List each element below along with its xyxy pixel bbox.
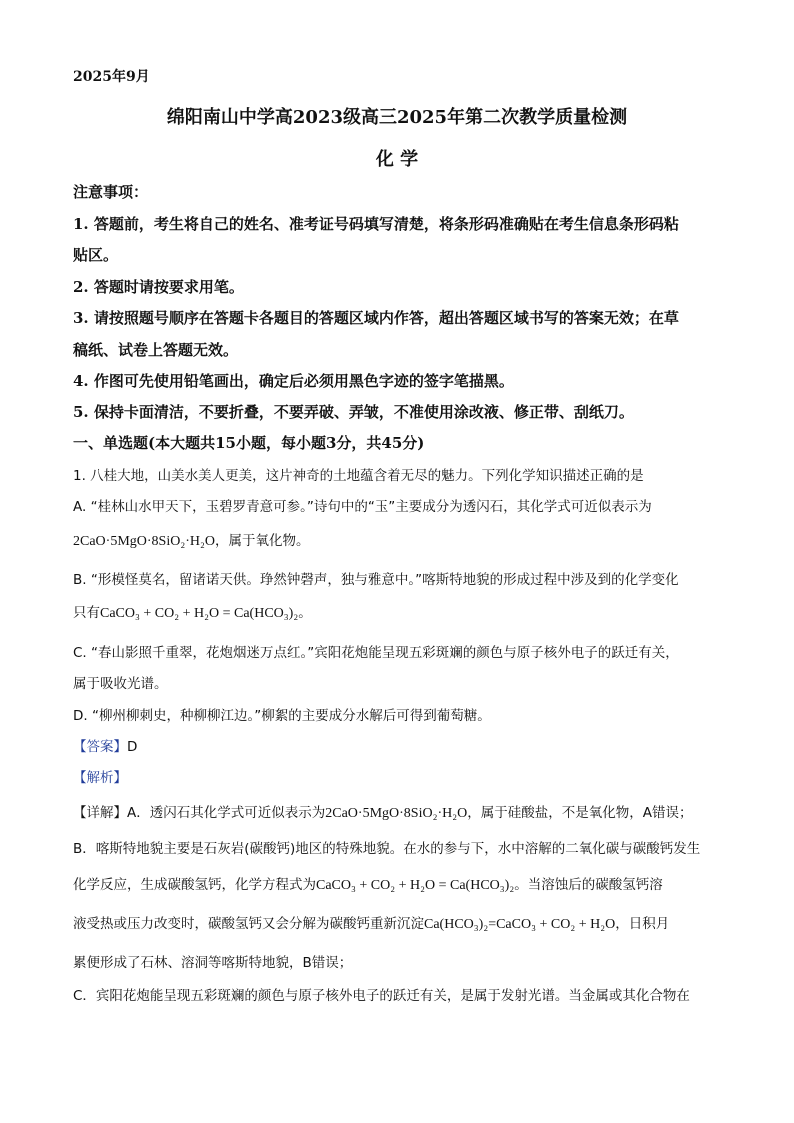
notice-item-1: 1. 答题前，考生将自己的姓名、准考证号码填写清楚，将条形码准确贴在考生信息条形码粘 [73, 215, 679, 233]
analysis-line-3: 化学反应，生成碳酸氢钙，化学方程式为CaCO₃ + CO₂ + H₂O = Ca(HCO₃)₂。当溶蚀后的碳酸氢钙溶 [73, 877, 663, 893]
notice-item-1-cont: 贴区。 [73, 246, 119, 264]
notice-heading: 注意事项： [73, 183, 149, 201]
analysis-label: 【解析】 [73, 770, 127, 786]
answer-value: D [127, 739, 138, 755]
subject-title: 化 学 [375, 149, 419, 170]
analysis-line-2: B．喀斯特地貌主要是石灰岩(碳酸钙)地区的特殊地貌。在水的参与下，水中溶解的二氧化碳与碳酸钙发生 [73, 841, 701, 857]
option-b-line2: 只有CaCO₃ + CO₂ + H₂O = Ca(HCO₃)₂。 [73, 605, 312, 621]
option-c-line1: C. “春山影照千重翠，花炮烟迷万点红。”宾阳花炮能呈现五彩斑斓的颜色与原子核外电子的跃迁有关， [73, 645, 679, 661]
option-c-line2: 属于吸收光谱。 [73, 676, 168, 692]
option-a-line1: A. “桂林山水甲天下，玉碧罗青意可参。”诗句中的“玉”主要成分为透闪石，其化学式可近似表示为 [73, 499, 652, 515]
formula-tremolite: 2CaO·5MgO·8SiO₂·H₂O [73, 534, 215, 549]
notice-item-4: 4. 作图可先使用铅笔画出，确定后必须用黑色字迹的签字笔描黑。 [73, 372, 514, 390]
answer-line [73, 735, 137, 755]
formula-calcium-bicarbonate: CaCO₃ + CO₂ + H₂O = Ca(HCO₃)₂ [100, 606, 299, 621]
notice-item-3: 3. 请按照题号顺序在答题卡各题目的答题区域内作答，超出答题区域书写的答案无效；在草 [73, 309, 679, 327]
section-heading: 一、单选题(本大题共15小题，每小题3分，共45分) [73, 434, 425, 452]
answer-label: 【答案】 [73, 739, 127, 755]
analysis-line-1: 【详解】A．透闪石其化学式可近似表示为2CaO·5MgO·8SiO₂·H₂O，属于硅酸盐，不是氧化物，A错误； [73, 805, 693, 821]
exam-title: 绵阳南山中学高2023级高三2025年第二次教学质量检测 [166, 107, 628, 128]
option-d: D. “柳州柳刺史，种柳柳江边。”柳絮的主要成分水解后可得到葡萄糖。 [73, 708, 491, 724]
question-stem: 1. 八桂大地，山美水美人更美，这片神奇的土地蕴含着无尽的魅力。下列化学知识描述正确的是 [73, 468, 644, 484]
option-b-line1: B. “形模怪莫名，留诸诺天供。琤然钟磬声，独与雅意中。”喀斯特地貌的形成过程中涉及到的化学变化 [73, 572, 679, 588]
analysis-line-6: C．宾阳花炮能呈现五彩斑斓的颜色与原子核外电子的跃迁有关，是属于发射光谱。当金属或其化合物在 [73, 988, 690, 1004]
notice-item-5: 5. 保持卡面清洁，不要折叠，不要弄破、弄皱，不准使用涂改液、修正带、刮纸刀。 [73, 403, 634, 421]
analysis-line-4: 液受热或压力改变时，碳酸氢钙又会分解为碳酸钙重新沉淀Ca(HCO₃)₂=CaCO₃ + CO₂ + H₂O，日积月 [73, 916, 670, 932]
analysis-line-5: 累便形成了石林、溶洞等喀斯特地貌，B错误； [73, 955, 353, 971]
notice-item-2: 2. 答题时请按要求用笔。 [73, 278, 244, 296]
option-a-line2: 2CaO·5MgO·8SiO₂·H₂O，属于氧化物。 [73, 533, 310, 549]
exam-date: 2025年9月 [73, 69, 150, 85]
notice-item-3-cont: 稿纸、试卷上答题无效。 [73, 341, 239, 359]
